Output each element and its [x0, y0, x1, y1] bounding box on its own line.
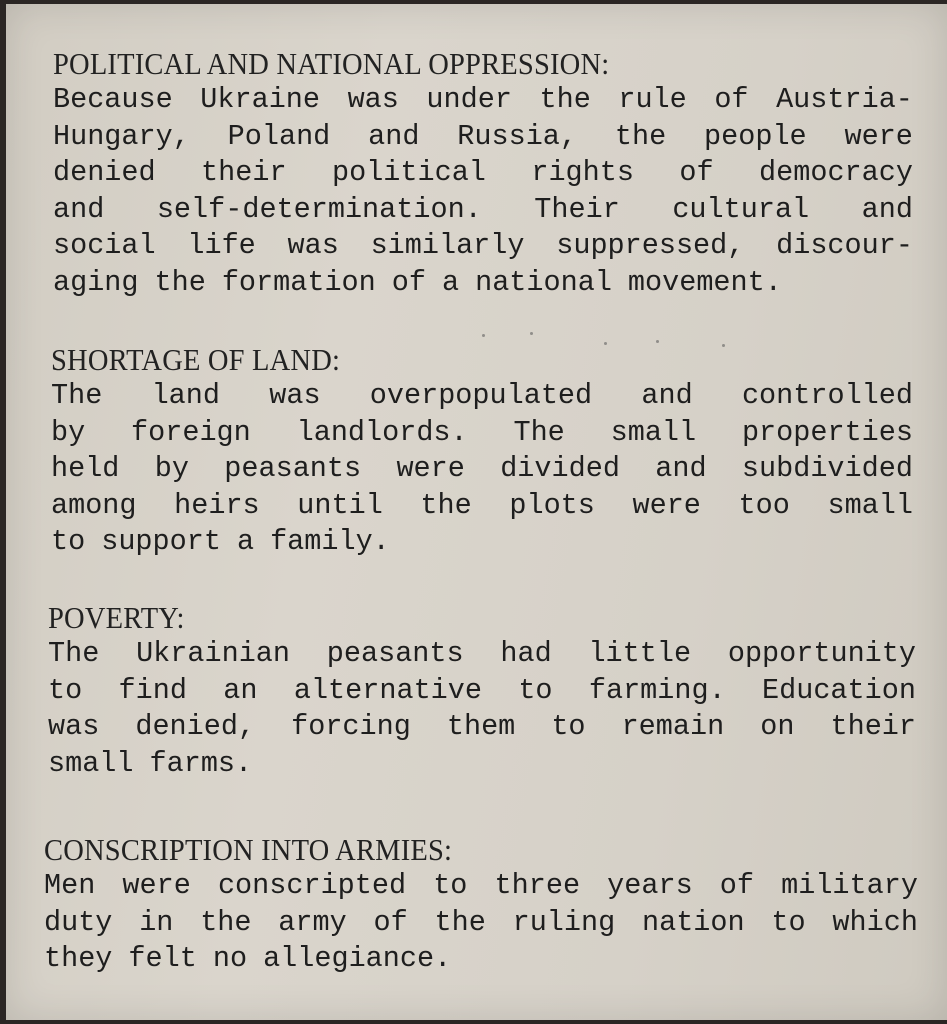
- section-heading: POLITICAL AND NATIONAL OPPRESSION:: [53, 46, 610, 81]
- body-line: duty in the army of the ruling nation to which: [44, 905, 918, 939]
- body-line: The land was overpopulated and controlled: [51, 379, 913, 412]
- body-line: social life was similarly suppressed, discour-: [53, 229, 913, 262]
- body-line: denied their political rights of democracy: [53, 156, 913, 189]
- body-line: Because Ukraine was under the rule of Austria-: [53, 83, 913, 116]
- body-line: by foreign landlords. The small properties: [51, 415, 913, 449]
- body-line: to find an alternative to farming. Education: [48, 673, 916, 707]
- body-line: among heirs until the plots were too small: [51, 488, 913, 522]
- body-line: small farms.: [48, 746, 253, 780]
- section-heading: SHORTAGE OF LAND:: [51, 342, 341, 377]
- section-body: [51, 378, 913, 561]
- section-shortage-of-land: [51, 342, 913, 561]
- body-line: held by peasants were divided and subdivided: [51, 452, 913, 485]
- section-body: [44, 868, 918, 978]
- body-line: and self-determination. Their cultural and: [53, 192, 913, 226]
- dust-speck: [530, 332, 533, 335]
- body-line: to support a family.: [51, 525, 390, 558]
- section-poverty: [48, 600, 916, 782]
- body-line: aging the formation of a national movement.: [53, 265, 782, 299]
- dust-speck: [656, 340, 659, 343]
- section-political-oppression: [53, 46, 913, 301]
- dust-speck: [482, 334, 485, 337]
- body-line: they felt no allegiance.: [44, 942, 452, 975]
- body-line: was denied, forcing them to remain on their: [48, 710, 916, 743]
- section-conscription: [44, 832, 918, 978]
- dust-speck: [604, 342, 607, 345]
- section-heading: POVERTY:: [48, 600, 185, 635]
- body-line: Men were conscripted to three years of military: [44, 869, 918, 902]
- section-body: [53, 82, 913, 301]
- dust-speck: [722, 344, 725, 347]
- section-body: [48, 636, 916, 782]
- body-line: Hungary, Poland and Russia, the people were: [53, 119, 913, 153]
- body-line: The Ukrainian peasants had little opportunity: [48, 637, 916, 670]
- section-heading: CONSCRIPTION INTO ARMIES:: [44, 832, 453, 867]
- exhibit-text-panel: [6, 4, 947, 1020]
